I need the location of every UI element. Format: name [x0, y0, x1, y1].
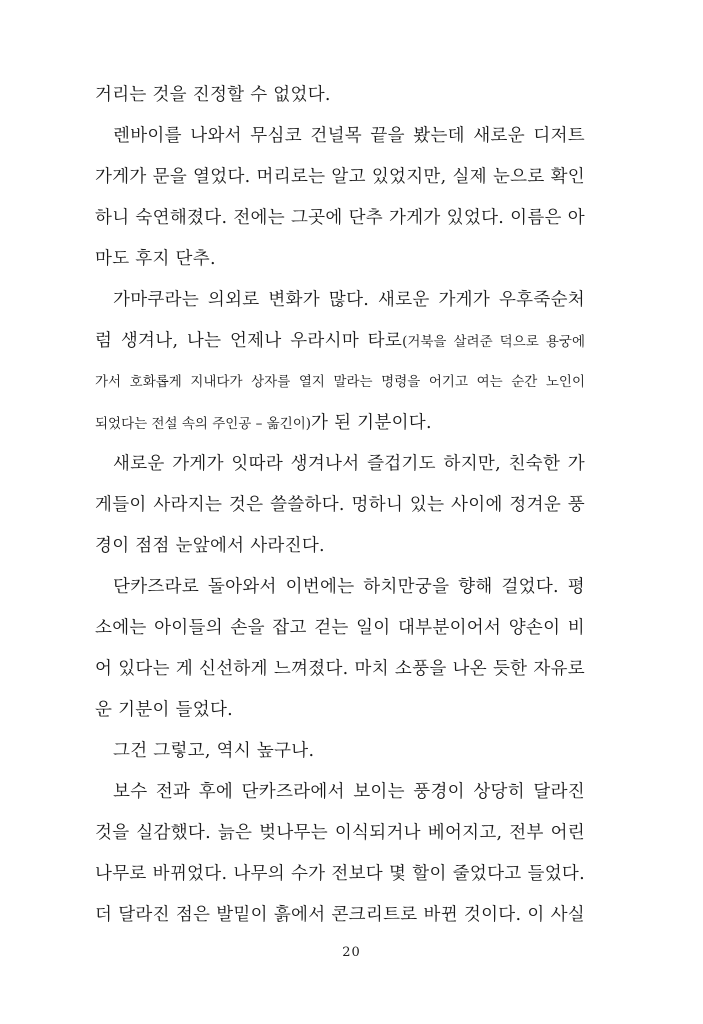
translator-note-line: 가서 호화롭게 지내다가 상자를 열지 말라는 명령을 어기고 여는 순간 노인이 — [95, 374, 585, 390]
text-line-5: 마도 후지 단추. — [95, 249, 216, 269]
text-line-14: 소에는 아이들의 손을 잡고 걷는 일이 대부분이어서 양손이 비 — [95, 618, 585, 638]
text-line-2: 렌바이를 나와서 무심코 건널목 끝을 봤는데 새로운 디저트 — [113, 126, 585, 146]
text-line-19: 것을 실감했다. 늙은 벚나무는 이식되거나 베어지고, 전부 어린 — [95, 823, 585, 843]
text-line-20: 나무로 바뀌었다. 나무의 수가 전보다 몇 할이 줄었다고 들었다. — [95, 864, 585, 884]
text-line-3: 가게가 문을 열었다. 머리로는 알고 있었지만, 실제 눈으로 확인 — [95, 167, 585, 187]
text-line-12: 경이 점점 눈앞에서 사라진다. — [95, 536, 325, 556]
text-line-16: 운 기분이 들었다. — [95, 700, 234, 720]
text-segment: 럼 생겨나, 나는 언제나 우라시마 타로 — [95, 331, 403, 351]
text-segment: 가 된 기분이다. — [311, 413, 432, 433]
text-line-11: 게들이 사라지는 것은 쓸쓸하다. 멍하니 있는 사이에 정겨운 풍 — [95, 495, 585, 515]
text-line-1: 거리는 것을 진정할 수 없었다. — [95, 85, 331, 105]
text-line-13: 단카즈라로 돌아와서 이번에는 하치만궁을 향해 걸었다. 평 — [113, 577, 585, 597]
text-line-10: 새로운 가게가 잇따라 생겨나서 즐겁기도 하지만, 친숙한 가 — [113, 454, 585, 474]
text-line-15: 어 있다는 게 신선하게 느껴졌다. 마치 소풍을 나온 듯한 자유로 — [95, 659, 585, 679]
text-line-9 — [95, 408, 585, 438]
translator-note-end: 되었다는 전설 속의 주인공 – 옮긴이) — [95, 416, 312, 432]
text-line-7 — [95, 326, 585, 356]
text-line-6: 가마쿠라는 의외로 변화가 많다. 새로운 가게가 우후죽순처 — [113, 290, 585, 310]
translator-note: (거북을 살려준 덕으로 용궁에 — [402, 334, 585, 350]
page-number: 20 — [342, 945, 361, 960]
text-line-4: 하니 숙연해졌다. 전에는 그곳에 단추 가게가 있었다. 이름은 아 — [95, 208, 585, 228]
text-line-21: 더 달라진 점은 발밑이 흙에서 콘크리트로 바뀐 것이다. 이 사실 — [95, 905, 585, 925]
text-line-17: 그건 그렇고, 역시 높구나. — [113, 741, 315, 761]
text-line-18: 보수 전과 후에 단카즈라에서 보이는 풍경이 상당히 달라진 — [113, 782, 585, 802]
